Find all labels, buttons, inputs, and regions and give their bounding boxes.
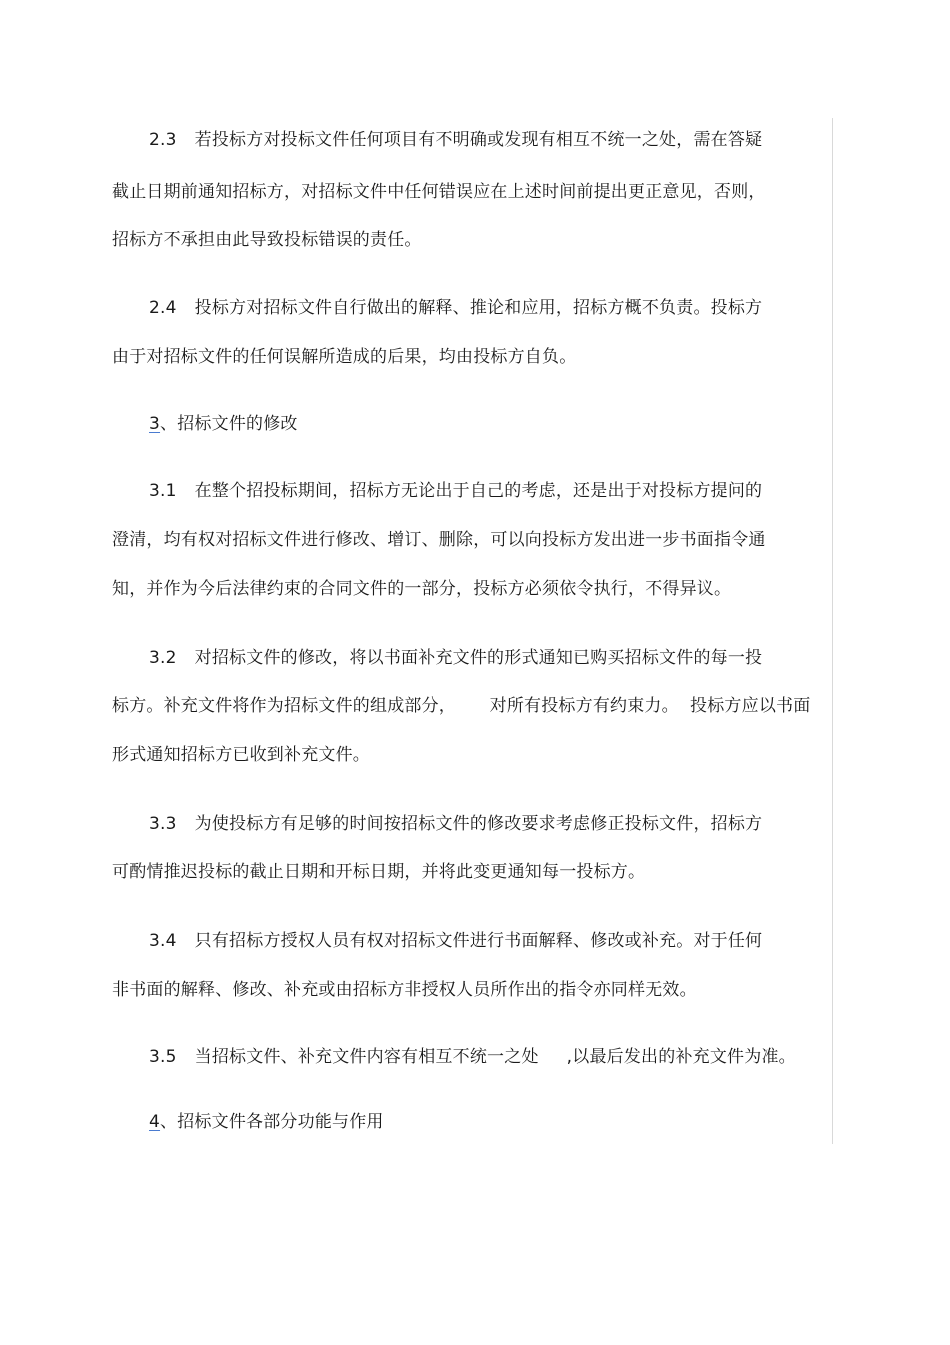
para-text: 若投标方对投标文件任何项目有不明确或发现有相互不统一之处，需在答疑 xyxy=(194,130,763,150)
para-3-3-line-1 xyxy=(149,812,762,836)
section-number: 3.4 xyxy=(149,931,177,951)
para-2-4-line-2: 由于对招标文件的任何误解所造成的后果，均由投标方自负。 xyxy=(112,347,577,367)
para-2-3-line-1 xyxy=(149,128,762,152)
para-2-4-line-1 xyxy=(149,296,762,320)
heading-number: 4 xyxy=(149,1112,161,1132)
section-number: 2.3 xyxy=(149,130,177,150)
para-3-2-line-2: 标方。补充文件将作为招标文件的组成部分， 对所有投标方有约束力。 投标方应以书面 xyxy=(112,696,811,716)
para-text: 在整个招投标期间，招标方无论出于自己的考虑，还是出于对投标方提问的 xyxy=(194,481,763,501)
heading-number: 3 xyxy=(149,414,161,434)
section-number: 3.2 xyxy=(149,648,177,668)
para-text: 投标方对招标文件自行做出的解释、推论和应用，招标方概不负责。投标方 xyxy=(194,298,763,318)
heading-4 xyxy=(149,1110,384,1134)
para-3-1-line-2: 澄清，均有权对招标文件进行修改、增订、删除，可以向投标方发出进一步书面指令通 xyxy=(112,530,766,550)
para-text: 为使投标方有足够的时间按招标文件的修改要求考虑修正投标文件，招标方 xyxy=(194,814,763,834)
section-number: 3.5 xyxy=(149,1047,177,1067)
para-3-5-line-1 xyxy=(149,1045,796,1069)
heading-text: 、招标文件的修改 xyxy=(160,414,298,434)
para-3-4-line-2: 非书面的解释、修改、补充或由招标方非授权人员所作出的指令亦同样无效。 xyxy=(112,980,697,1000)
para-3-4-line-1 xyxy=(149,929,762,953)
heading-text: 、招标文件各部分功能与作用 xyxy=(160,1112,384,1132)
para-3-1-line-1 xyxy=(149,479,762,503)
heading-3 xyxy=(149,412,298,436)
para-2-3-line-2: 截止日期前通知招标方，对招标文件中任何错误应在上述时间前提出更正意见，否则， xyxy=(112,182,766,202)
para-text: 对招标文件的修改，将以书面补充文件的形式通知已购买招标文件的每一投 xyxy=(194,648,763,668)
section-number: 3.3 xyxy=(149,814,177,834)
para-3-2-line-3: 形式通知招标方已收到补充文件。 xyxy=(112,745,370,765)
para-3-1-line-3: 知，并作为今后法律约束的合同文件的一部分，投标方必须依令执行，不得异议。 xyxy=(112,579,732,599)
para-text: 只有招标方授权人员有权对招标文件进行书面解释、修改或补充。对于任何 xyxy=(194,931,763,951)
page-margin-rule xyxy=(832,118,833,1144)
para-text: 当招标文件、补充文件内容有相互不统一之处 ,以最后发出的补充文件为准。 xyxy=(194,1047,796,1067)
para-3-3-line-2: 可酌情推迟投标的截止日期和开标日期，并将此变更通知每一投标方。 xyxy=(112,862,646,882)
para-2-3-line-3: 招标方不承担由此导致投标错误的责任。 xyxy=(112,230,422,250)
section-number: 2.4 xyxy=(149,298,177,318)
para-3-2-line-1 xyxy=(149,646,762,670)
section-number: 3.1 xyxy=(149,481,177,501)
